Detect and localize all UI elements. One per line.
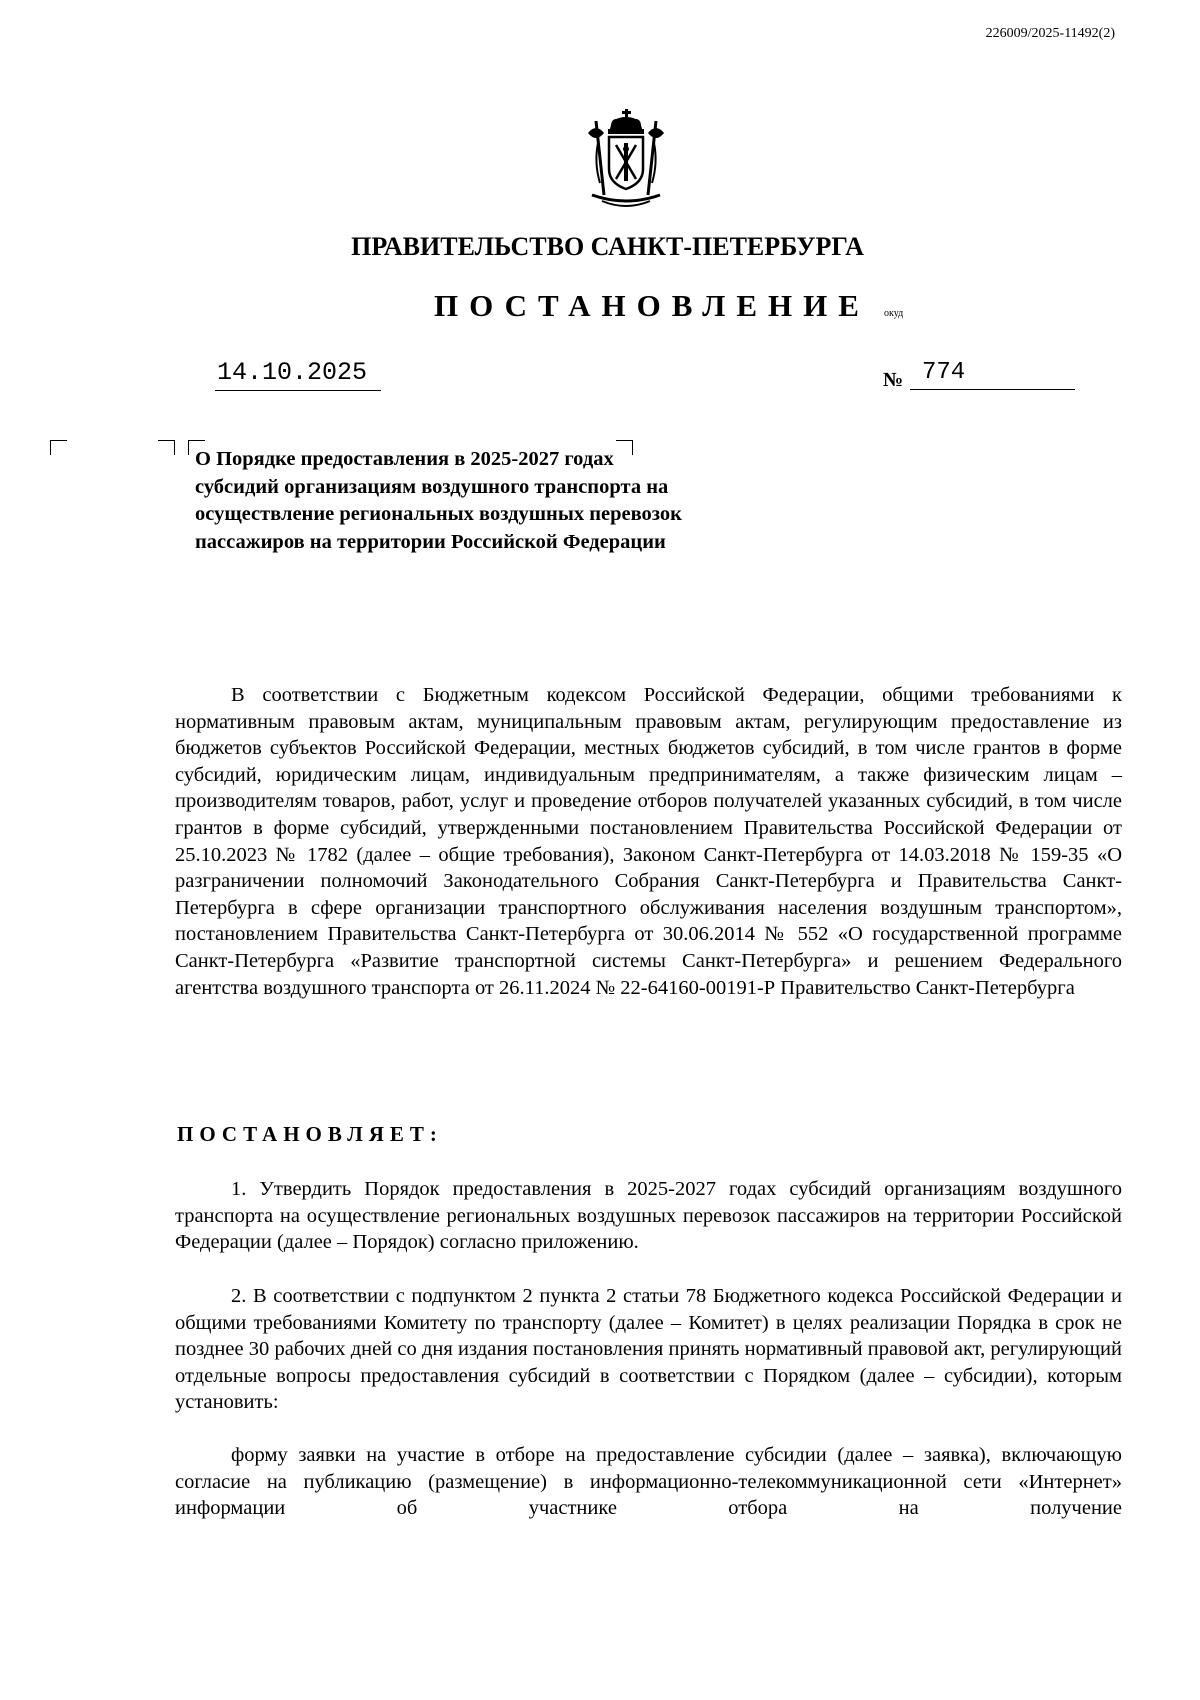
coat-of-arms-icon [576,103,690,217]
government-name: ПРАВИТЕЛЬСТВО САНКТ-ПЕТЕРБУРГА [351,232,864,261]
okud-label: окуд [884,308,904,319]
document-type: ПОСТАНОВЛЕНИЕ [434,288,870,323]
number-label: № [883,369,904,391]
document-title: О Порядке предоставления в 2025-2027 годах субсидий организациям воздушного транспорта на осуществление региональных воздушных перевозок пассажиров на территории Российской Федерации [195,448,682,553]
document-date: 14.10.2025 [215,357,381,391]
item-2-subparagraph: форму заявки на участие в отборе на предоставление субсидии (далее – заявка), включающую согласие на публикацию (размещение) в информационно-телекоммуникационной сети «Интернет» информации об участнике отбора на получение [175,1444,1122,1520]
item-2-paragraph: 2. В соответствии с подпунктом 2 пункта 2 статьи 78 Бюджетного кодекса Российской Федерации и общими требованиями Комитету по транспорту (далее – Комитет) в целях реализации Порядка в срок не позднее 30 рабочих дней со дня издания постановления принять нормативный правовой акт, регулирующий отдельные вопросы предоставления субсидий в соответствии с Порядком (далее – субсидии), которым установить: [175,1285,1122,1414]
preamble-paragraph: В соответствии с Бюджетным кодексом Российской Федерации, общими требованиями к нормативным правовым актам, муниципальным правовым актам, регулирующим предоставление из бюджетов субъектов Российской Федерации, местных бюджетов субсидий, в том числе грантов в форме субсидий, юридическим лицам, индивидуальным предпринимателям, а также физическим лицам – производителям товаров, работ, услуг и проведение отборов получателей указанных субсидий, в том числе грантов в форме субсидий, утвержденными постановлением Правительства Российской Федерации от 25.10.2023 № 1782 (далее – общие требования), Законом Санкт-Петербурга от 14.03.2018 № 159-35 «О разграничении полномочий Законодательного Собрания Санкт-Петербурга и Правительства Санкт-Петербурга в сфере организации транспортного обслуживания населения воздушным транспортом», постановлением Правительства Санкт-Петербурга от 30.06.2014 № 552 «О государственной программе Санкт-Петербурга «Развитие транспортной системы Санкт-Петербурга» и решением Федерального агентства воздушного транспорта от 26.11.2024 № 22-64160-00191-Р Правительство Санкт-Петербурга [175,684,1122,999]
corner-mark [158,440,175,455]
item-1-paragraph: 1. Утвердить Порядок предоставления в 2025-2027 годах субсидий организациям воздушного транспорта на осуществление региональных воздушных перевозок пассажиров на территории Российской Федерации (далее – Порядок) согласно приложению. [175,1178,1122,1254]
resolves-heading: ПОСТАНОВЛЯЕТ: [177,1122,443,1146]
document-number: 774 [910,357,1075,390]
registration-number: 226009/2025-11492(2) [985,26,1115,41]
corner-mark [50,440,67,455]
